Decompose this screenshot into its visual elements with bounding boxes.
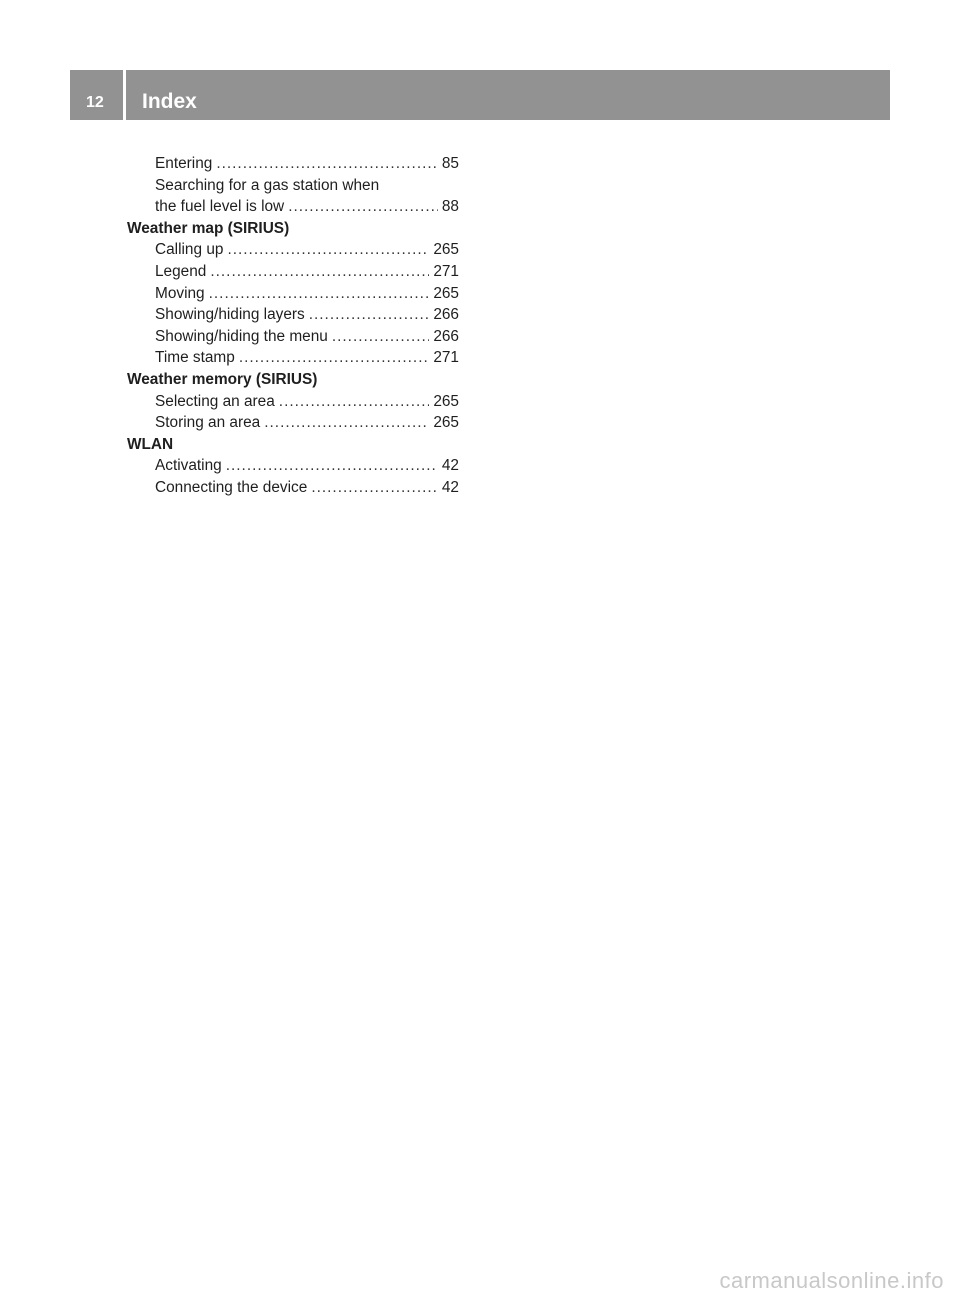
index-page-number[interactable]: 88 <box>441 198 459 216</box>
index-page-number[interactable]: 271 <box>433 262 459 280</box>
dot-leader <box>264 412 429 434</box>
index-entry[interactable]: Searching for a gas station when <box>155 176 380 194</box>
index-page-number[interactable]: 265 <box>433 284 459 302</box>
index-heading[interactable]: WLAN <box>127 435 174 453</box>
index-page-number[interactable]: 42 <box>441 457 459 475</box>
index-entry[interactable] <box>127 391 459 413</box>
section-title: Index <box>142 90 197 113</box>
index-entry[interactable] <box>127 455 459 477</box>
index-page-number[interactable]: 265 <box>433 414 459 432</box>
index-entry[interactable] <box>127 153 459 175</box>
index-list <box>127 153 459 499</box>
index-heading[interactable]: Weather map (SIRIUS) <box>127 219 290 237</box>
index-entry[interactable] <box>127 347 459 369</box>
index-entry[interactable] <box>127 326 459 348</box>
index-entry[interactable] <box>127 412 459 434</box>
index-heading[interactable]: Weather memory (SIRIUS) <box>127 370 318 388</box>
dot-leader <box>288 196 438 218</box>
index-entry-label: Showing/hiding layers <box>155 306 305 324</box>
page-number: 12 <box>86 94 104 111</box>
dot-leader <box>226 455 438 477</box>
index-entry[interactable] <box>127 304 459 326</box>
dot-leader <box>279 391 430 413</box>
dot-leader <box>216 153 438 175</box>
index-page-number[interactable]: 265 <box>433 392 459 410</box>
index-page-number[interactable]: 42 <box>441 478 459 496</box>
index-entry-label: Connecting the device <box>155 478 308 496</box>
dot-leader <box>309 304 430 326</box>
dot-leader <box>210 261 429 283</box>
index-entry-label: Showing/hiding the menu <box>155 327 328 345</box>
index-entry-label: Activating <box>155 457 222 475</box>
index-entry[interactable] <box>127 261 459 283</box>
index-entry[interactable] <box>127 283 459 305</box>
index-entry-label: the fuel level is low <box>155 198 285 216</box>
dot-leader <box>227 239 429 261</box>
index-entry-label: Moving <box>155 284 205 302</box>
dot-leader <box>239 347 429 369</box>
index-entry-label: Storing an area <box>155 414 261 432</box>
index-entry-label: Calling up <box>155 241 224 259</box>
dot-leader <box>209 283 430 305</box>
index-page-number[interactable]: 271 <box>433 349 459 367</box>
index-entry[interactable] <box>127 477 459 499</box>
page-number-box <box>70 70 126 120</box>
dot-leader <box>311 477 438 499</box>
index-page-number[interactable]: 85 <box>441 155 459 172</box>
page-header-bar <box>70 70 890 120</box>
index-entry-label: Legend <box>155 262 207 280</box>
index-entry[interactable] <box>127 196 459 218</box>
index-page-number[interactable]: 266 <box>433 306 459 324</box>
index-page-number[interactable]: 265 <box>433 241 459 259</box>
index-entry-label: Time stamp <box>155 349 235 367</box>
index-entry-label: Selecting an area <box>155 392 275 410</box>
dot-leader <box>332 326 429 348</box>
index-entry[interactable] <box>127 239 459 261</box>
index-page-number[interactable]: 266 <box>433 327 459 345</box>
watermark: carmanualsonline.info <box>719 1268 944 1293</box>
index-entry-label: Entering <box>155 155 213 172</box>
